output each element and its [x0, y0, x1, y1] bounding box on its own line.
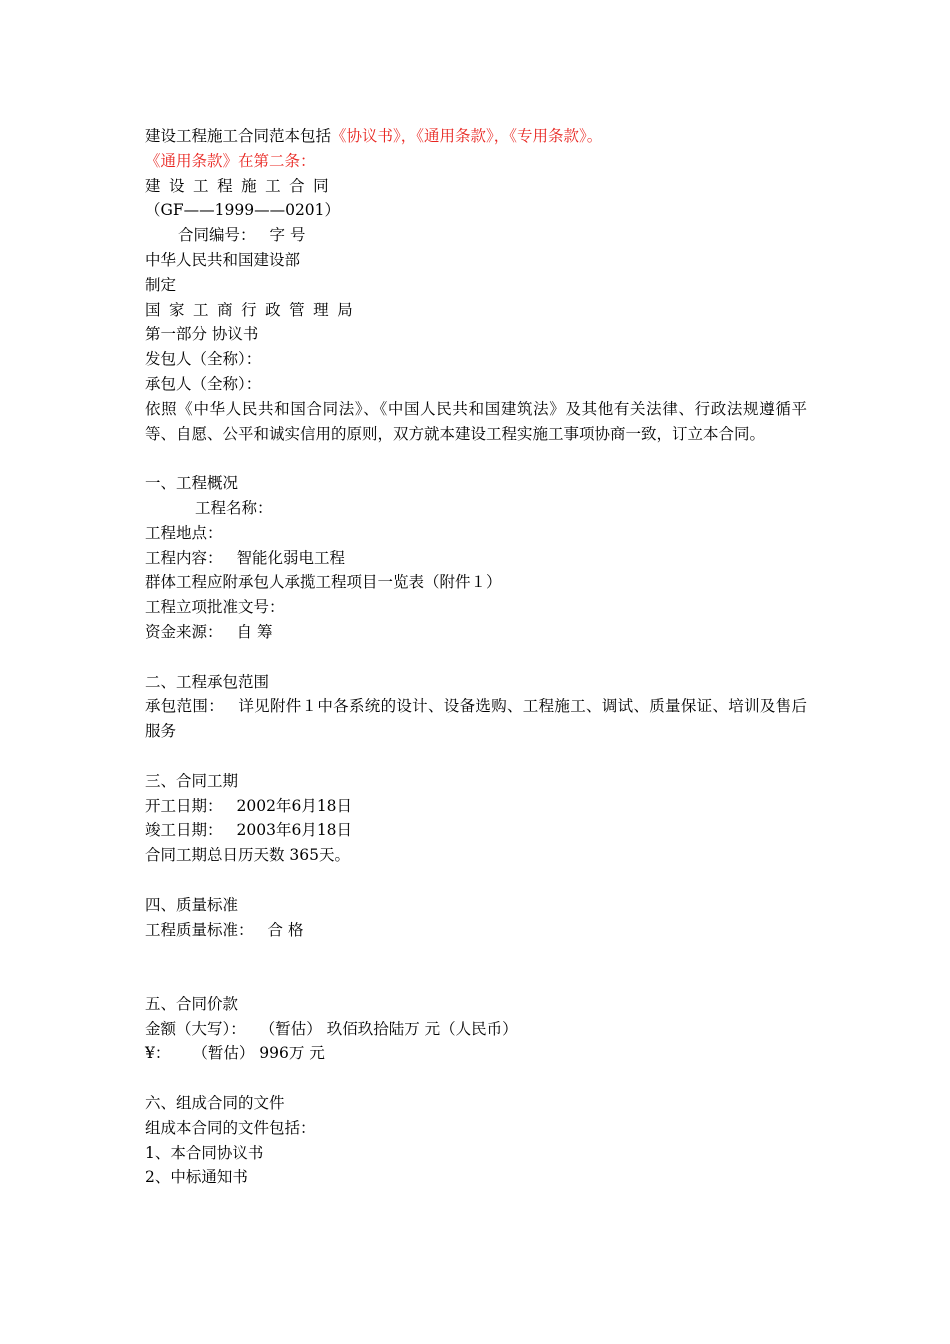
- contract-number: [145, 223, 815, 248]
- amount-yuan-label: ¥：: [145, 1044, 171, 1063]
- project-content-label: 工程内容：: [145, 548, 223, 567]
- doc-code: （GF——1999——0201）: [145, 201, 341, 220]
- section-4-heading: 四、质量标准: [145, 895, 239, 914]
- group-project-note: 群体工程应附承包人承揽工程项目一览表（附件１）: [145, 573, 502, 592]
- issuer-verb: 制定: [145, 275, 177, 294]
- total-days: 合同工期总日历天数 365天。: [145, 846, 351, 865]
- documents-intro: 组成本合同的文件包括：: [145, 1118, 316, 1137]
- quality-value: 合 格: [267, 920, 304, 939]
- scope-paragraph: [145, 694, 807, 744]
- doc-title: 建设工程施工合同: [145, 176, 338, 195]
- funding-source: [145, 620, 815, 645]
- contract-number-suffix: 字 号: [269, 226, 306, 245]
- start-date: [145, 794, 815, 819]
- document-item: 1、本合同协议书: [145, 1143, 264, 1162]
- project-name: 工程名称：: [195, 498, 273, 517]
- end-date: [145, 818, 815, 843]
- section-5-heading: 五、合同价款: [145, 994, 239, 1013]
- section-3-heading: 三、合同工期: [145, 771, 239, 790]
- amount-in-yuan: [145, 1041, 815, 1066]
- intro-special-terms: 《专用条款》。: [509, 127, 603, 145]
- project-content: [145, 546, 815, 571]
- project-content-value: 智能化弱电工程: [236, 548, 346, 567]
- start-date-label: 开工日期：: [145, 796, 223, 815]
- clause-note: 《通用条款》在第二条：: [145, 151, 316, 170]
- intro-line: [145, 124, 815, 149]
- document-page: [145, 124, 815, 1190]
- approval-number: 工程立项批准文号：: [145, 598, 285, 617]
- contract-number-label: 合同编号：: [178, 226, 256, 245]
- amount-words-label: 金额（大写）：: [145, 1019, 246, 1038]
- intro-agreement: 《协议书》，: [331, 127, 417, 145]
- quality-label: 工程质量标准：: [145, 920, 254, 939]
- end-date-label: 竣工日期：: [145, 821, 223, 840]
- funding-label: 资金来源：: [145, 622, 223, 641]
- start-date-value: 2002年6月18日: [236, 796, 353, 815]
- amount-yuan-value: （暂估） 996万 元: [192, 1044, 325, 1063]
- intro-general-terms: 《通用条款》，: [416, 127, 510, 145]
- intro-prefix: 建设工程施工合同范本包括: [145, 127, 332, 145]
- amount-words-value: （暂估） 玖佰玖拾陆万 元（人民币）: [259, 1019, 518, 1038]
- section-6-heading: 六、组成合同的文件: [145, 1094, 285, 1113]
- scope-value: 详见附件１中各系统的设计、设备选购、工程施工、调试、质量保证、培训及售后服务: [145, 697, 807, 741]
- project-location: 工程地点：: [145, 523, 223, 542]
- employer-line: 发包人（全称）：: [145, 350, 262, 369]
- amount-in-words: [145, 1017, 815, 1042]
- section-2-heading: 二、工程承包范围: [145, 672, 270, 691]
- end-date-value: 2003年6月18日: [236, 821, 353, 840]
- funding-value: 自 筹: [236, 622, 273, 641]
- contractor-line: 承包人（全称）：: [145, 374, 262, 393]
- issuer-ministry: 中华人民共和国建设部: [145, 250, 301, 269]
- section-1-heading: 一、工程概况: [145, 474, 239, 493]
- preamble-paragraph: 依照《中华人民共和国合同法》、《中国人民共和国建筑法》及其他有关法律、行政法规遵循平等、自愿、公平和诚实信用的原则，双方就本建设工程实施工事项协商一致，订立本合同。: [145, 399, 807, 443]
- quality-standard: [145, 918, 815, 943]
- part-heading: 第一部分 协议书: [145, 325, 259, 344]
- issuer-administration: 国家工商行政管理局: [145, 300, 362, 319]
- scope-label: 承包范围：: [145, 697, 225, 716]
- document-item: 2、中标通知书: [145, 1168, 248, 1187]
